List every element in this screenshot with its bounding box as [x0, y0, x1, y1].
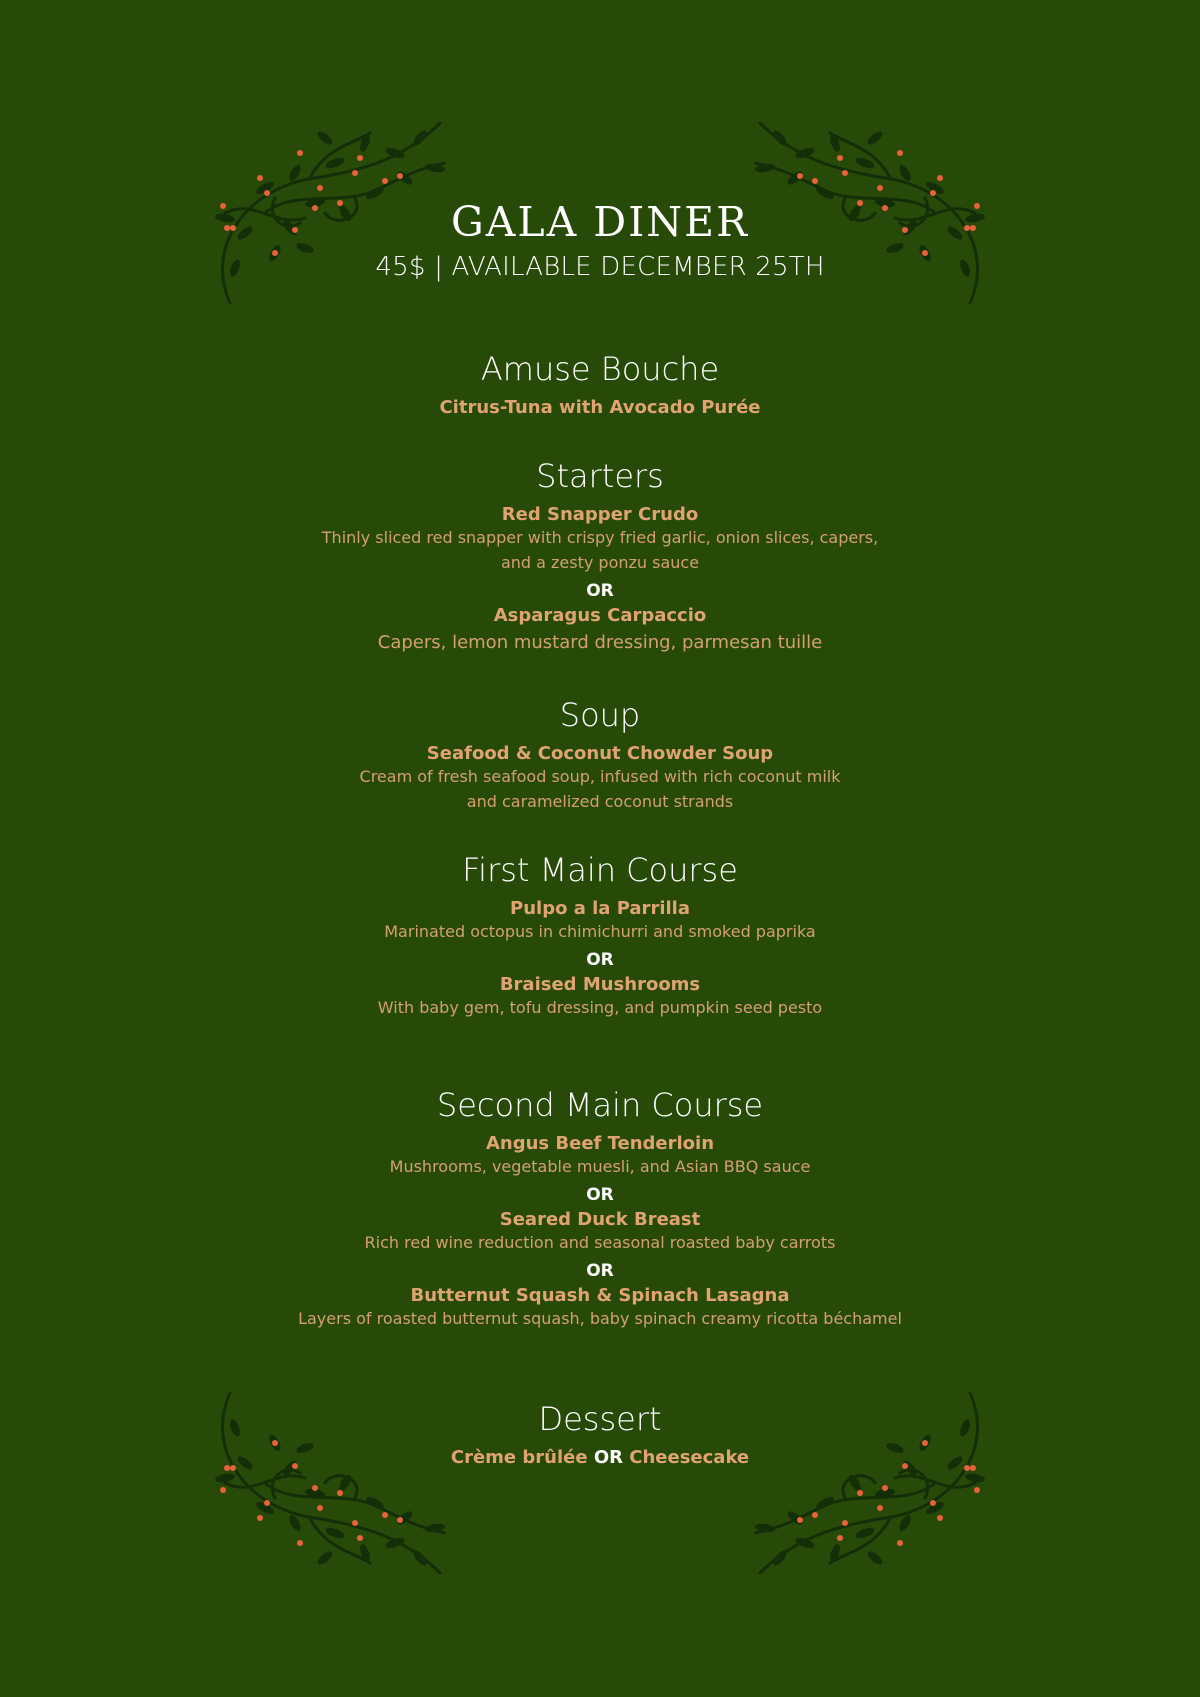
dish-description: Capers, lemon mustard dressing, parmesan tuille: [377, 632, 823, 653]
dish-name: Red Snapper Crudo: [501, 504, 699, 525]
dish-description: Rich red wine reduction and seasonal roasted baby carrots: [364, 1233, 836, 1252]
section-soup: [0, 696, 1200, 814]
section-first-main-course: [0, 851, 1200, 1020]
dish-description: Thinly sliced red snapper with crispy fried garlic, onion slices, capers,: [321, 528, 879, 547]
or-separator: OR: [586, 581, 614, 601]
section-starters: [0, 457, 1200, 655]
dish-name: Seafood & Coconut Chowder Soup: [426, 743, 774, 764]
dish-name: Asparagus Carpaccio: [493, 605, 707, 626]
menu-title: GALA DINER: [451, 198, 749, 246]
dish-name: Citrus-Tuna with Avocado Purée: [439, 397, 761, 418]
menu-subtitle: 45$ | AVAILABLE DECEMBER 25TH: [375, 252, 825, 282]
dish-name: Pulpo a la Parrilla: [510, 898, 690, 919]
dessert-option-2: Cheesecake: [629, 1447, 750, 1468]
section-heading: Dessert: [538, 1400, 662, 1438]
dish-description: With baby gem, tofu dressing, and pumpkin seed pesto: [377, 998, 823, 1017]
section-heading: Amuse Bouche: [480, 350, 720, 388]
or-separator: OR: [586, 950, 614, 970]
dessert-options: [0, 1447, 1200, 1468]
dish-name: Braised Mushrooms: [499, 974, 701, 995]
dish-description: and a zesty ponzu sauce: [500, 553, 700, 572]
dish-name: Seared Duck Breast: [499, 1209, 701, 1230]
dish-description: Marinated octopus in chimichurri and smoked paprika: [384, 922, 816, 941]
or-separator: OR: [593, 1447, 630, 1468]
or-separator: OR: [586, 1261, 614, 1281]
dish-name: Butternut Squash & Spinach Lasagna: [410, 1285, 790, 1306]
dish-description: and caramelized coconut strands: [466, 792, 734, 811]
section-heading: First Main Course: [462, 851, 738, 889]
dish-description: Mushrooms, vegetable muesli, and Asian BBQ sauce: [389, 1157, 811, 1176]
dish-description: Layers of roasted butternut squash, baby spinach creamy ricotta béchamel: [298, 1309, 902, 1328]
section-heading: Second Main Course: [436, 1086, 764, 1124]
dish-name: Angus Beef Tenderloin: [485, 1133, 715, 1154]
section-second-main-course: [0, 1086, 1200, 1331]
section-dessert: [0, 1400, 1200, 1468]
dish-description: Cream of fresh seafood soup, infused with rich coconut milk: [359, 767, 841, 786]
or-separator: OR: [586, 1185, 614, 1205]
section-heading: Starters: [536, 457, 664, 495]
dessert-option-1: Crème brûlée: [450, 1447, 588, 1468]
section-heading: Soup: [559, 696, 641, 734]
section-amuse-bouche: [0, 350, 1200, 418]
